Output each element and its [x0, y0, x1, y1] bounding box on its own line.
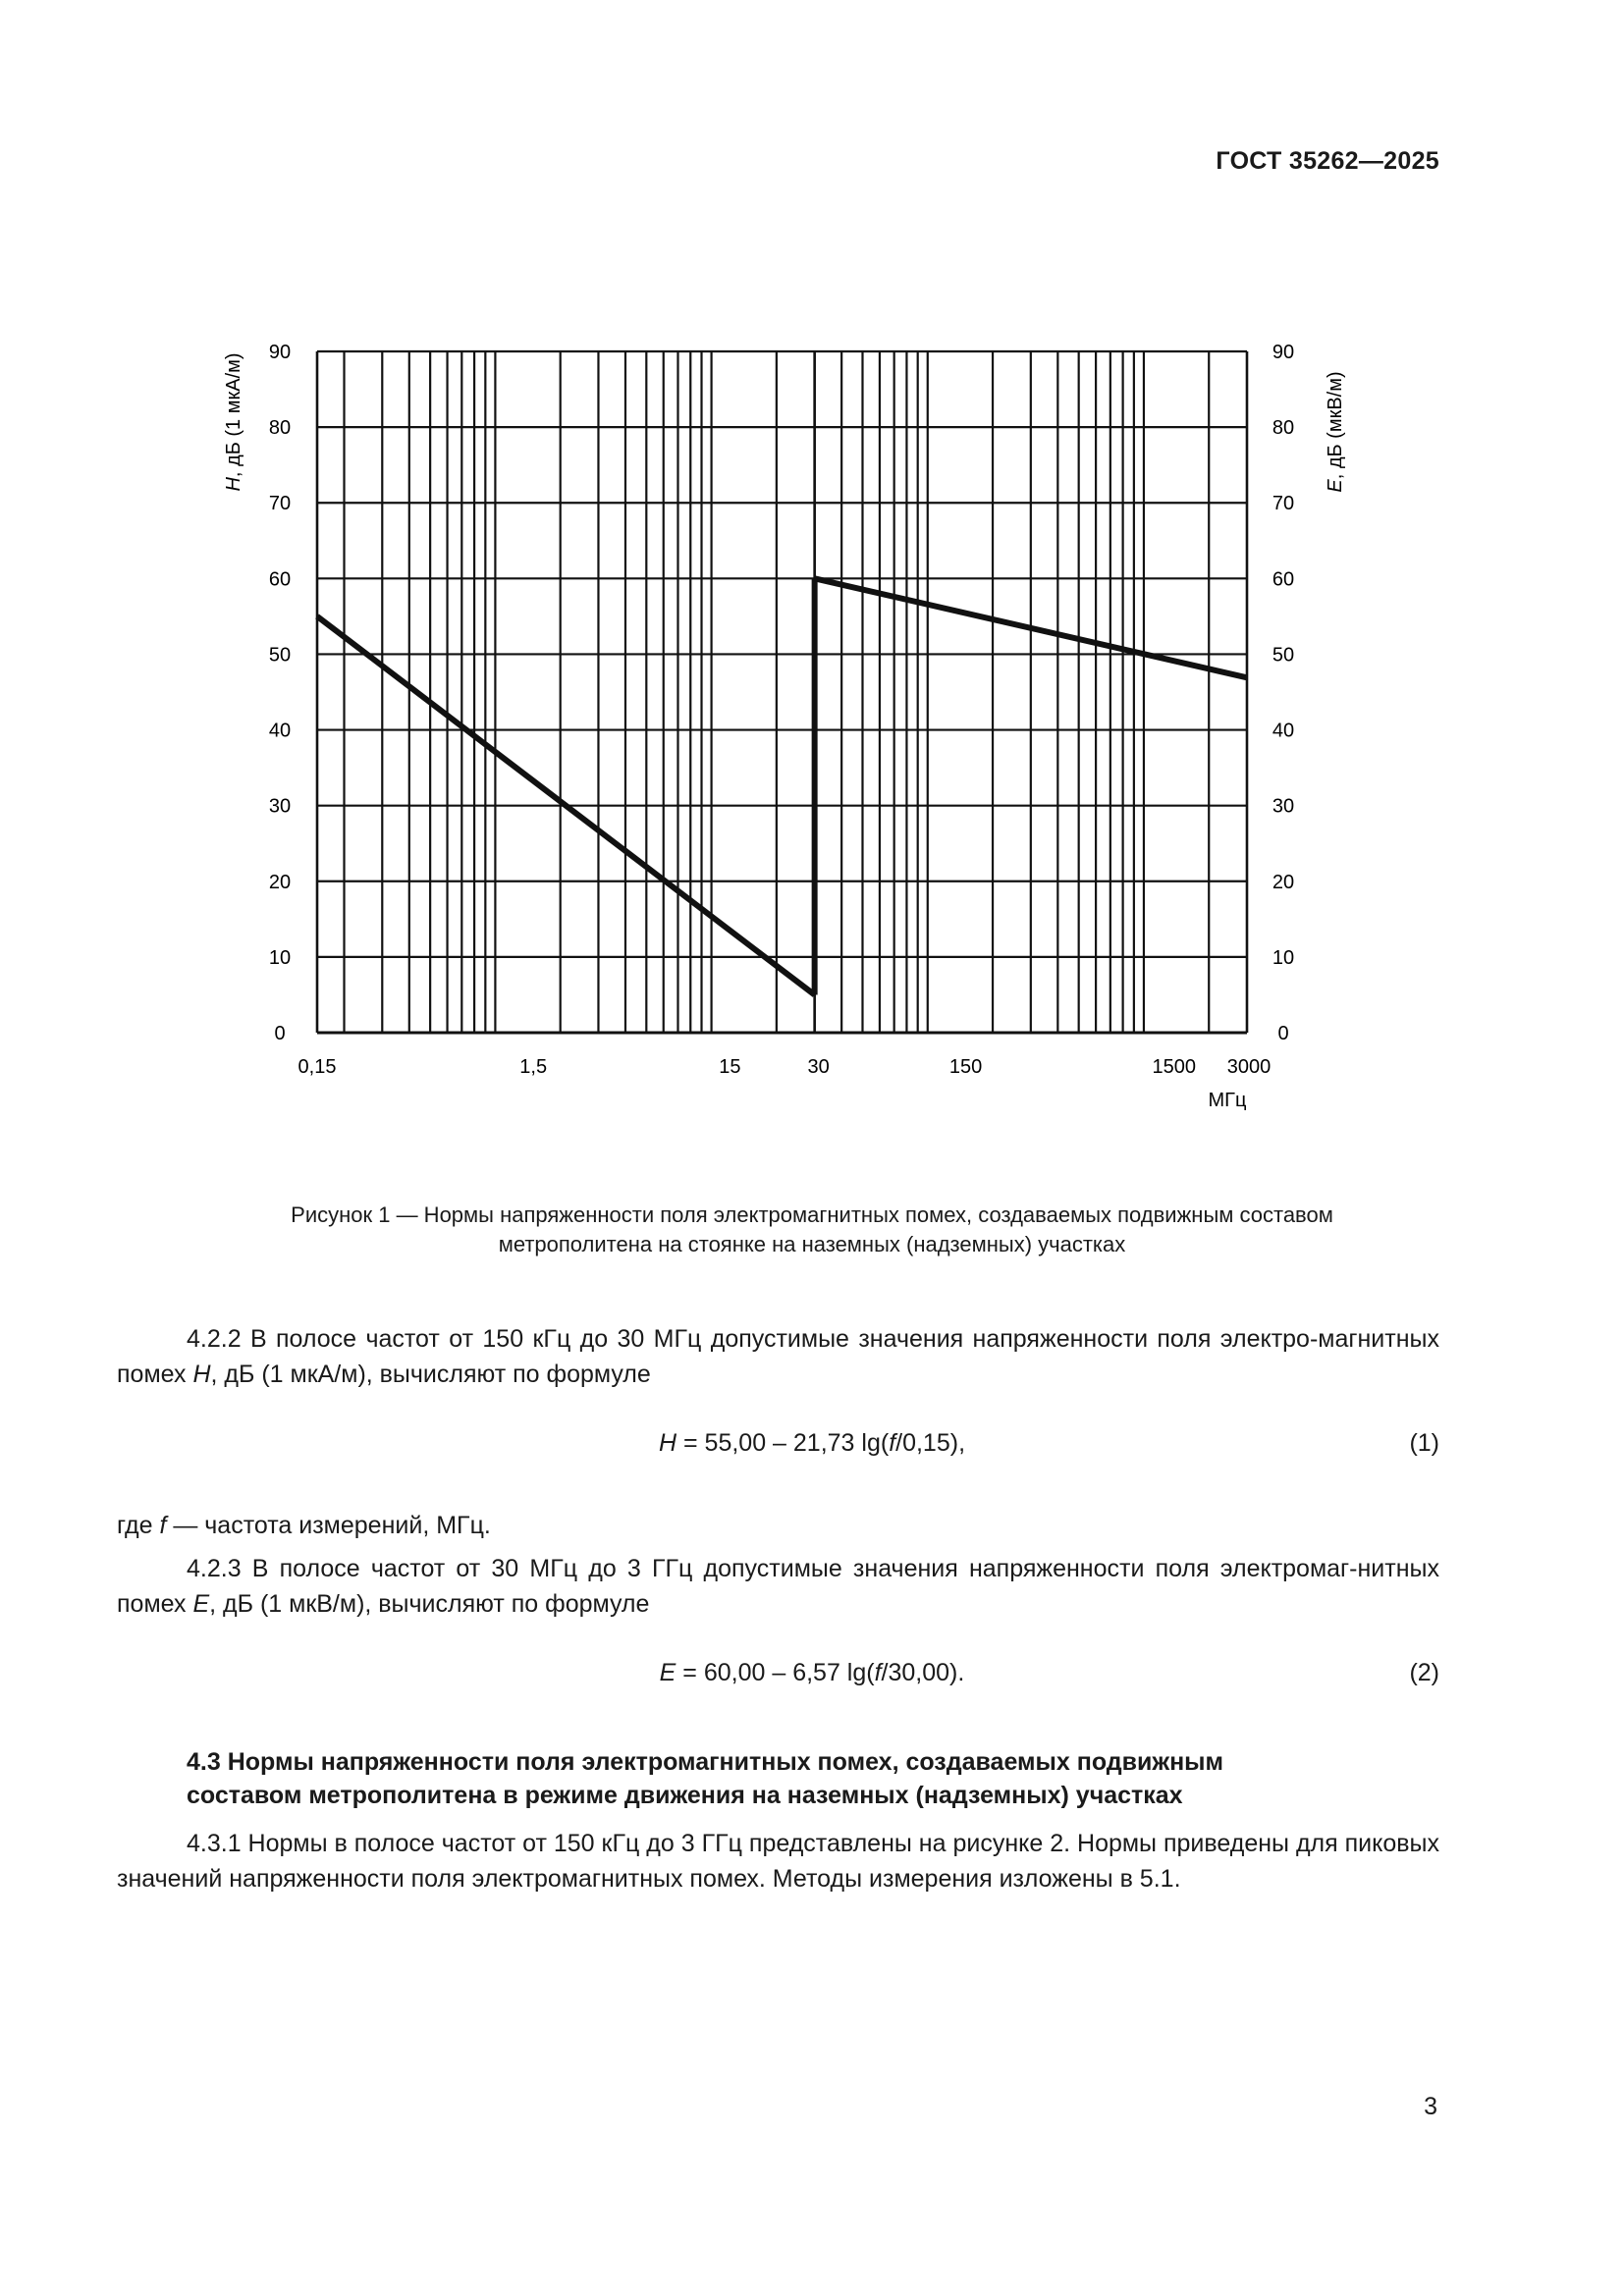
right-y-tick-label: 60 [1272, 568, 1295, 591]
formula-2-lhs: E [659, 1659, 677, 1686]
x-tick-label: 0,15 [298, 1056, 337, 1078]
right-y-tick-label: 70 [1272, 493, 1295, 515]
formula-1-var: f [889, 1429, 896, 1457]
right-y-tick-label: 50 [1272, 644, 1295, 667]
right-y-axis-symbol: E [1325, 479, 1346, 493]
left-y-tick-label: 90 [268, 342, 292, 363]
left-y-tick-label: 70 [268, 493, 292, 515]
left-y-tick-label: 30 [268, 795, 292, 818]
where-variable: f [159, 1512, 167, 1539]
left-y-tick-label: 20 [268, 871, 292, 893]
paragraph-4-2-2-tail: , дБ (1 мкА/м), вычисляют по формуле [210, 1361, 651, 1388]
formula-1-body: = 55,00 – 21,73 lg( [677, 1429, 890, 1457]
right-y-axis-unit: , дБ (мкВ/м) [1325, 371, 1346, 480]
right-y-axis-label [1325, 371, 1346, 492]
right-y-tick-label: 90 [1272, 342, 1295, 363]
formula-1-end: /0,15), [895, 1429, 966, 1457]
formula-2-end: /30,00). [881, 1659, 965, 1686]
page-number: 3 [1424, 2093, 1437, 2120]
left-y-tick-label: 10 [268, 946, 292, 969]
formula-1 [0, 1429, 1624, 1458]
left-y-axis-symbol: H [223, 477, 244, 492]
paragraph-4-2-2-text: 4.2.2 В полосе частот от 150 кГц до 30 МГц допустимые значения напряженности поля электро-магнитных помех [117, 1325, 1439, 1388]
where-text: — частота измерений, МГц. [166, 1512, 491, 1539]
document-header: ГОСТ 35262—2025 [1216, 147, 1439, 175]
left-y-tick-label: 0 [274, 1023, 286, 1044]
left-y-axis-label [223, 352, 244, 491]
figure-caption-line-2: метрополитена на стоянке на наземных (надземных) участках [498, 1232, 1126, 1256]
right-y-tick-label: 40 [1272, 720, 1295, 742]
left-y-tick-label: 60 [268, 568, 292, 591]
x-axis-label: МГц [1208, 1090, 1247, 1111]
formula-1-number: (1) [1409, 1429, 1439, 1457]
paragraph-4-3-1: 4.3.1 Нормы в полосе частот от 150 кГц до 3 ГГц представлены на рисунке 2. Нормы приведены для пиковых значений напряженности поля электромагнитных помех. Методы измерения изложены в 5.1. [117, 1830, 1439, 1893]
variable-h: H [192, 1361, 211, 1388]
paragraph-4-2-3-tail: , дБ (1 мкВ/м), вычисляют по формуле [209, 1590, 650, 1618]
left-y-axis-unit: , дБ (1 мкА/м) [223, 352, 244, 478]
figure-caption [0, 1201, 1624, 1259]
formula-2 [0, 1659, 1624, 1687]
chart-grid [317, 351, 1247, 1033]
left-y-tick-label: 80 [268, 417, 292, 440]
section-4-3-heading [187, 1745, 1463, 1812]
right-y-tick-label: 10 [1272, 946, 1295, 969]
formula-2-body: = 60,00 – 6,57 lg( [676, 1659, 875, 1686]
right-y-tick-label: 0 [1277, 1023, 1289, 1044]
section-4-3-heading-line-1: 4.3 Нормы напряженности поля электромагнитных помех, создаваемых подвижным [187, 1748, 1224, 1776]
where-label: где [117, 1512, 160, 1539]
variable-e: E [192, 1590, 210, 1618]
formula-1-lhs: H [658, 1429, 677, 1457]
left-y-tick-label: 50 [268, 644, 292, 667]
formula-2-var: f [874, 1659, 882, 1686]
paragraph-4-2-2 [117, 1321, 1439, 1392]
x-tick-label: 3000 [1226, 1056, 1272, 1078]
x-tick-label: 150 [948, 1056, 983, 1078]
x-tick-label: 15 [719, 1056, 741, 1078]
section-4-3-heading-line-2: составом метрополитена в режиме движения на наземных (надземных) участках [187, 1782, 1183, 1809]
left-y-tick-label: 40 [268, 720, 292, 742]
paragraph-4-2-3 [117, 1551, 1439, 1622]
x-tick-label: 30 [807, 1056, 830, 1078]
where-clause [117, 1508, 1439, 1543]
x-tick-label: 1500 [1152, 1056, 1196, 1078]
x-tick-label: 1,5 [519, 1056, 548, 1078]
figure-caption-line-1: Рисунок 1 — Нормы напряженности поля электромагнитных помех, создаваемых подвижным составом [291, 1202, 1333, 1227]
formula-2-number: (2) [1409, 1659, 1439, 1686]
right-y-tick-label: 20 [1272, 871, 1295, 893]
right-y-tick-label: 80 [1272, 417, 1295, 440]
paragraph-4-2-3-text: 4.2.3 В полосе частот от 30 МГц до 3 ГГц допустимые значения напряженности поля электромаг-нитных помех [117, 1555, 1439, 1618]
chart-lines [317, 578, 1247, 994]
right-y-tick-label: 30 [1272, 795, 1295, 818]
